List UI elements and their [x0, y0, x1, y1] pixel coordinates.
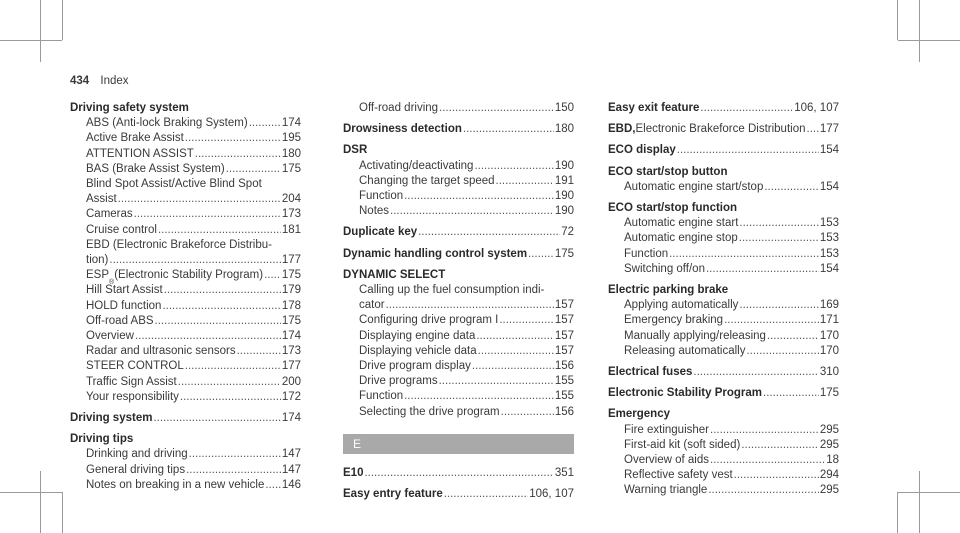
page-ref: 155 — [554, 375, 574, 388]
heading-text: ECO display — [608, 144, 676, 157]
index-entry — [608, 453, 839, 468]
index-entry — [70, 116, 301, 131]
crop-mark — [40, 471, 41, 533]
entry-text: Cameras — [86, 208, 133, 221]
index-entry — [608, 313, 839, 328]
leader-dots — [476, 329, 553, 344]
index-entry — [608, 423, 839, 438]
leader-dots — [404, 189, 554, 204]
index-entry — [343, 204, 574, 219]
index-heading — [608, 386, 839, 401]
index-entry — [343, 359, 574, 374]
leader-dots — [739, 231, 819, 246]
leader-dots — [764, 180, 818, 195]
leader-dots — [501, 405, 554, 420]
entry-text: First-aid kit (soft sided) — [624, 438, 741, 451]
index-entry — [70, 192, 301, 207]
heading-text: E10 — [343, 466, 364, 479]
leader-dots — [693, 365, 818, 380]
entry-text: Function — [624, 247, 669, 260]
leader-dots — [807, 122, 819, 137]
leader-dots — [439, 374, 554, 389]
index-column-3 — [608, 101, 839, 499]
page-ref: 190 — [554, 190, 574, 203]
entry-text: Displaying vehicle data — [359, 344, 477, 357]
index-heading — [608, 365, 839, 380]
page-ref: 106, 107 — [794, 102, 839, 114]
entry-text: Cruise control — [86, 223, 157, 236]
index-entry — [608, 180, 839, 195]
page-ref: 204 — [281, 193, 301, 206]
leader-dots — [390, 204, 554, 219]
leader-dots — [185, 131, 281, 146]
index-entry — [343, 174, 574, 189]
page-ref: 157 — [554, 314, 574, 327]
entry-text: ESP — [86, 269, 110, 282]
crop-mark — [898, 492, 960, 493]
index-heading: ECO start/stop function — [608, 202, 738, 215]
heading-text: EBD, — [608, 123, 636, 136]
page-ref: 154 — [819, 180, 839, 193]
page-ref: 175 — [281, 314, 301, 327]
page-ref: 177 — [281, 360, 301, 373]
page-ref: 177 — [819, 123, 839, 136]
leader-dots — [364, 466, 553, 481]
leader-dots — [118, 192, 281, 207]
entry-text: Changing the target speed — [359, 174, 495, 187]
entry-text: Configuring drive program I — [359, 314, 499, 327]
entry-text: Automatic engine start — [624, 217, 739, 230]
page-ref: 153 — [819, 232, 839, 245]
index-heading — [343, 225, 574, 240]
leader-dots — [528, 247, 554, 262]
leader-dots — [186, 463, 281, 478]
index-heading — [343, 247, 574, 262]
leader-dots — [135, 329, 281, 344]
index-entry — [343, 389, 574, 404]
index-entry — [343, 101, 574, 116]
page-ref: 174 — [281, 330, 301, 343]
index-entry — [608, 247, 839, 262]
entry-text: Activating/deactivating — [359, 159, 474, 172]
leader-dots — [739, 298, 818, 313]
index-entry — [608, 329, 839, 344]
leader-dots — [264, 268, 281, 283]
entry-text: Displaying engine data — [359, 329, 476, 342]
heading-text: Easy entry feature — [343, 488, 443, 501]
page-ref: 156 — [554, 360, 574, 373]
heading-text: Electronic Stability Program — [608, 387, 763, 400]
leader-dots — [746, 344, 818, 359]
page-ref: 154 — [819, 144, 839, 157]
page-ref: 178 — [281, 299, 301, 312]
leader-dots — [178, 375, 281, 390]
page-ref: 190 — [554, 205, 574, 218]
index-entry — [70, 463, 301, 478]
page-title: Index — [100, 75, 129, 87]
page-ref: 170 — [819, 329, 839, 342]
index-entry — [70, 223, 301, 238]
leader-dots — [265, 478, 280, 493]
index-entry — [70, 344, 301, 359]
index-entry — [70, 147, 301, 162]
page-ref: 295 — [819, 484, 839, 497]
page-ref: 180 — [554, 123, 574, 136]
index-heading — [608, 101, 839, 116]
leader-dots — [472, 359, 554, 374]
page-header — [70, 75, 129, 87]
page-ref: 294 — [819, 469, 839, 482]
leader-dots — [710, 423, 819, 438]
index-entry — [608, 262, 839, 277]
index-entry: Blind Spot Assist/Active Blind Spot — [86, 178, 262, 191]
index-column-1 — [70, 101, 301, 493]
leader-dots — [153, 411, 280, 426]
entry-text: Emergency braking — [624, 314, 724, 327]
page-ref: 195 — [281, 132, 301, 145]
leader-dots — [164, 283, 281, 298]
entry-text: ABS (Anti-lock Braking System) — [86, 117, 248, 130]
heading-text: Dynamic handling control system — [343, 247, 528, 260]
index-entry — [343, 189, 574, 204]
index-entry — [70, 478, 301, 493]
index-heading: DSR — [343, 144, 368, 157]
crop-mark — [919, 471, 920, 533]
index-entry — [343, 344, 574, 359]
page-ref: 170 — [819, 344, 839, 357]
index-entry — [70, 314, 301, 329]
page-ref: 180 — [281, 147, 301, 160]
index-entry — [343, 329, 574, 344]
index-heading: Emergency — [608, 408, 671, 421]
index-entry — [608, 468, 839, 483]
index-entry — [70, 131, 301, 146]
page-ref: 169 — [819, 299, 839, 312]
index-heading: Driving safety system — [70, 102, 189, 114]
page-ref: 174 — [281, 117, 301, 130]
page-ref: 175 — [281, 162, 301, 175]
entry-text: Manually applying/releasing — [624, 329, 766, 342]
index-entry — [70, 299, 301, 314]
entry-text: Off-road driving — [359, 102, 439, 114]
page-ref: 153 — [819, 247, 839, 260]
leader-dots — [734, 468, 819, 483]
entry-text: BAS (Brake Assist System) — [86, 162, 225, 175]
leader-dots — [669, 247, 819, 262]
leader-dots — [741, 438, 819, 453]
index-heading — [70, 411, 301, 426]
page-ref: 177 — [281, 254, 301, 267]
entry-text: Drive programs — [359, 375, 438, 388]
index-heading — [343, 466, 574, 481]
entry-text: Reflective safety vest — [624, 469, 733, 482]
leader-dots — [763, 386, 819, 401]
entry-text: Notes — [359, 205, 390, 218]
entry-text: Notes on breaking in a new vehicle — [86, 478, 265, 491]
entry-text: cator — [359, 299, 385, 312]
crop-mark — [919, 0, 920, 62]
leader-dots — [134, 207, 281, 222]
entry-text: Drive program display — [359, 360, 471, 373]
page-ref: 173 — [281, 345, 301, 358]
page-ref: 174 — [281, 412, 301, 425]
index-entry — [70, 253, 301, 268]
leader-dots — [180, 390, 281, 405]
index-entry — [608, 438, 839, 453]
index-heading: Driving tips — [70, 433, 134, 446]
page-ref: 175 — [281, 269, 301, 282]
entry-text: Drinking and driving — [86, 448, 188, 461]
page-ref: 154 — [819, 262, 839, 275]
entry-text: General driving tips — [86, 463, 186, 476]
entry-text: Warning triangle — [624, 484, 708, 497]
page-ref: 157 — [554, 329, 574, 342]
leader-dots — [189, 447, 281, 462]
entry-text: Selecting the drive program — [359, 405, 500, 418]
page-ref: 191 — [554, 174, 574, 187]
heading-text: Easy exit feature — [608, 102, 700, 114]
entry-text: Automatic engine start/stop — [624, 180, 764, 193]
leader-dots — [109, 253, 280, 268]
index-heading: ECO start/stop button — [608, 165, 728, 178]
page-ref: 106, 107 — [529, 488, 574, 501]
index-entry — [70, 359, 301, 374]
entry-text: HOLD function — [86, 299, 162, 312]
crop-mark — [62, 492, 63, 533]
leader-dots — [739, 216, 818, 231]
index-entry — [70, 283, 301, 298]
leader-dots — [162, 299, 280, 314]
leader-dots — [767, 329, 819, 344]
entry-text: tion) — [86, 254, 109, 267]
leader-dots — [404, 389, 554, 404]
entry-text: Your responsibility — [86, 390, 179, 403]
index-entry — [70, 390, 301, 405]
leader-dots — [724, 313, 819, 328]
index-entry — [608, 231, 839, 246]
entry-suffix: (Electronic Stability Program) — [114, 269, 264, 282]
crop-mark — [40, 0, 41, 62]
entry-text: Applying automatically — [624, 299, 739, 312]
index-entry — [343, 374, 574, 389]
leader-dots — [478, 344, 554, 359]
heading-text: Duplicate key — [343, 226, 418, 239]
page-ref: 147 — [281, 448, 301, 461]
index-heading — [608, 143, 839, 158]
page-ref: 157 — [554, 344, 574, 357]
entry-text: Off-road ABS — [86, 314, 154, 327]
page-ref: 146 — [281, 478, 301, 491]
page-ref: 175 — [819, 387, 839, 400]
leader-dots — [444, 487, 529, 502]
entry-text: Switching off/on — [624, 262, 705, 275]
page-ref: 190 — [554, 159, 574, 172]
entry-text: Automatic engine stop — [624, 232, 738, 245]
page-ref: 157 — [554, 299, 574, 312]
index-column-2 — [343, 101, 574, 502]
entry-text: Radar and ultrasonic sensors — [86, 345, 236, 358]
entry-text: Releasing automatically — [624, 344, 746, 357]
page-number: 434 — [70, 75, 90, 87]
leader-dots — [195, 147, 281, 162]
page-ref: 72 — [561, 226, 574, 239]
entry-text: Fire extinguisher — [624, 423, 710, 436]
leader-dots — [158, 223, 281, 238]
index-entry — [343, 298, 574, 313]
leader-dots — [439, 101, 554, 116]
page-ref: 173 — [281, 208, 301, 221]
entry-text: Function — [359, 390, 404, 403]
index-entry: ESP ® (Electronic Stability Program) ..... 175 — [70, 268, 301, 283]
leader-dots — [155, 314, 281, 329]
entry-text: ATTENTION ASSIST — [86, 147, 194, 160]
index-entry — [608, 216, 839, 231]
leader-dots — [700, 101, 793, 116]
index-heading — [608, 122, 839, 137]
leader-dots — [463, 122, 554, 137]
crop-mark — [897, 492, 898, 533]
leader-dots — [677, 143, 819, 158]
heading-text: Electrical fuses — [608, 366, 693, 379]
page-ref: 18 — [826, 454, 839, 467]
page-ref: 156 — [554, 405, 574, 418]
leader-dots — [418, 225, 560, 240]
crop-mark — [62, 0, 63, 40]
crop-mark — [897, 0, 898, 40]
index-entry — [343, 313, 574, 328]
leader-dots — [710, 453, 825, 468]
heading-text: Drowsiness detection — [343, 123, 462, 136]
index-entry — [343, 405, 574, 420]
page-ref: 175 — [554, 247, 574, 260]
page-ref: 153 — [819, 217, 839, 230]
crop-mark — [898, 40, 960, 41]
index-entry — [70, 207, 301, 222]
index-entry — [70, 447, 301, 462]
leader-dots — [499, 313, 553, 328]
index-entry — [70, 162, 301, 177]
heading-text: Driving system — [70, 412, 153, 425]
page-ref: 200 — [281, 375, 301, 388]
page-ref: 155 — [554, 390, 574, 403]
page-ref: 295 — [819, 438, 839, 451]
index-entry: EBD (Electronic Brakeforce Distribu- — [86, 238, 272, 251]
index-entry — [608, 298, 839, 313]
index-entry — [608, 483, 839, 498]
index-entry: Calling up the fuel consumption indi- — [359, 284, 545, 297]
index-heading — [343, 122, 574, 137]
index-heading: Electric parking brake — [608, 284, 729, 297]
index-heading — [343, 487, 574, 502]
leader-dots — [226, 162, 281, 177]
entry-text: Overview — [86, 330, 134, 343]
entry-text: Assist — [86, 193, 117, 206]
crop-mark — [0, 492, 62, 493]
leader-dots — [706, 262, 819, 277]
index-entry — [70, 375, 301, 390]
leader-dots — [496, 174, 554, 189]
entry-text: Active Brake Assist — [86, 132, 184, 145]
leader-dots — [386, 298, 554, 313]
entry-text: Hill Start Assist — [86, 284, 163, 297]
leader-dots — [474, 159, 553, 174]
page-ref: 351 — [554, 466, 574, 479]
leader-dots — [249, 116, 281, 131]
index-entry — [343, 159, 574, 174]
entry-suffix: Electronic Brakeforce Distribution — [635, 123, 806, 136]
page-ref: 179 — [281, 284, 301, 297]
leader-dots — [237, 344, 281, 359]
crop-mark — [0, 40, 62, 41]
page-ref: 147 — [281, 463, 301, 476]
page-ref: 295 — [819, 423, 839, 436]
entry-text: STEER CONTROL — [86, 360, 184, 373]
page-ref: 171 — [819, 314, 839, 327]
index-heading: DYNAMIC SELECT — [343, 268, 446, 281]
entry-text: Overview of aids — [624, 454, 710, 467]
entry-text: Traffic Sign Assist — [86, 375, 177, 388]
page-ref: 310 — [819, 366, 839, 379]
page-ref: 172 — [281, 390, 301, 403]
section-letter: E — [343, 434, 574, 454]
page-ref: 181 — [281, 223, 301, 236]
index-entry — [608, 344, 839, 359]
entry-text: Function — [359, 190, 404, 203]
page-ref: 150 — [554, 102, 574, 114]
leader-dots — [185, 359, 281, 374]
leader-dots — [708, 483, 819, 498]
index-entry — [70, 329, 301, 344]
